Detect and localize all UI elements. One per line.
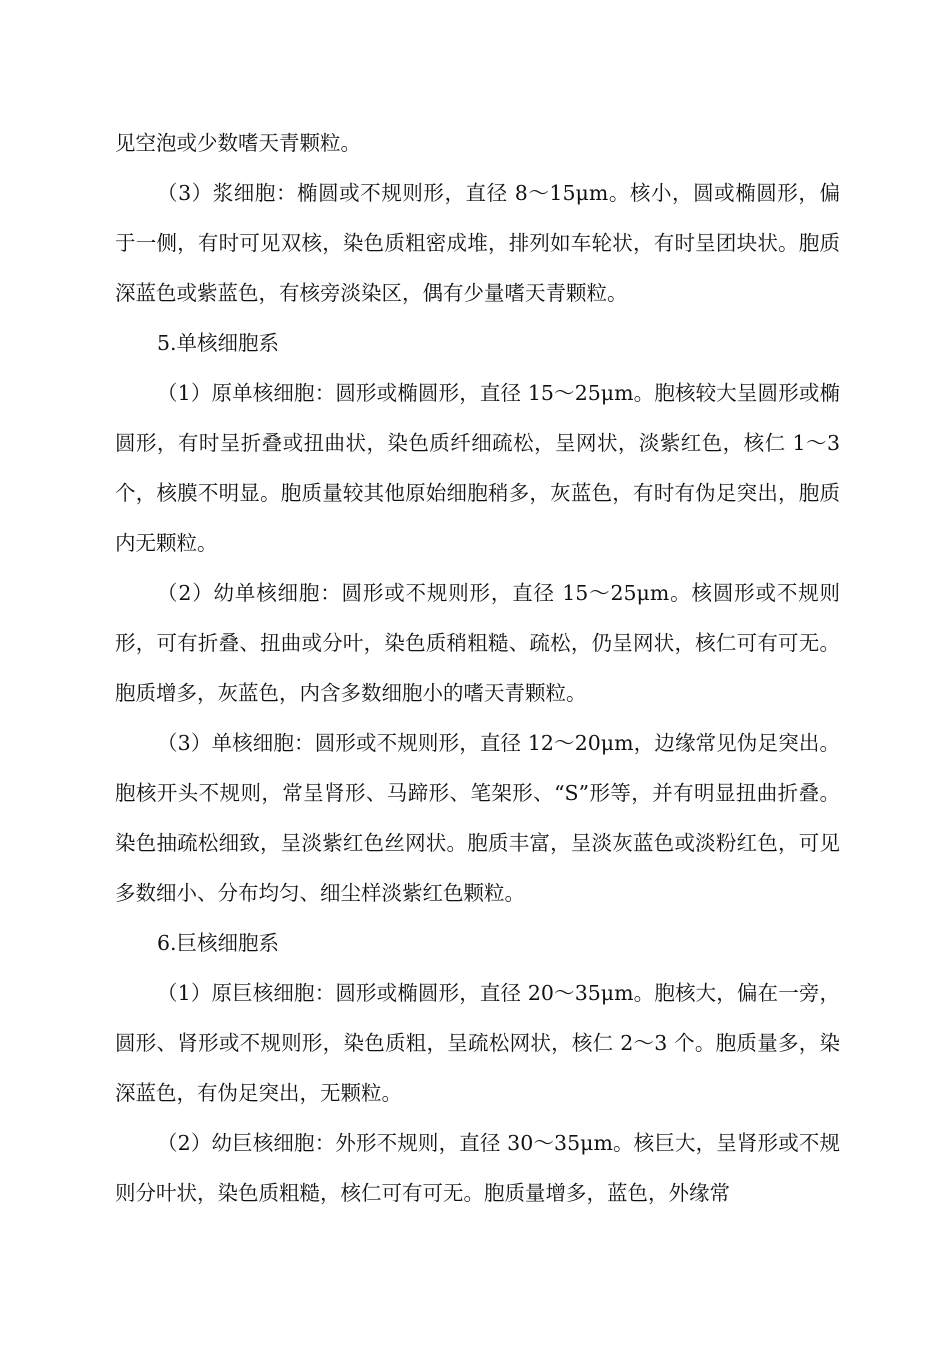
paragraph-monoblast: （1）原单核细胞：圆形或椭圆形，直径 15～25μm。胞核较大呈圆形或椭圆形，有时呈折叠或扭曲状，染色质纤细疏松，呈网状，淡紫红色，核仁 1～3 个，核膜不明显。胞质量较其他原始细胞稍多，灰蓝色，有时有伪足突出，胞质内无颗粒。	[115, 381, 840, 555]
paragraph-promonocyte: （2）幼单核细胞：圆形或不规则形，直径 15～25μm。核圆形或不规则形，可有折叠、扭曲或分叶，染色质稍粗糙、疏松，仍呈网状，核仁可有可无。胞质增多，灰蓝色，内含多数细胞小的嗜天青颗粒。	[115, 581, 840, 705]
section-heading-monocyte: 5.单核细胞系	[157, 331, 280, 355]
paragraph-monocyte: （3）单核细胞：圆形或不规则形，直径 12～20μm，边缘常见伪足突出。胞核开头不规则，常呈肾形、马蹄形、笔架形、“S”形等，并有明显扭曲折叠。染色抽疏松细致，呈淡紫红色丝网状。胞质丰富，呈淡灰蓝色或淡粉红色，可见多数细小、分布均匀、细尘样淡紫红色颗粒。	[115, 731, 840, 905]
paragraph-plasma-cell: （3）浆细胞：椭圆或不规则形，直径 8～15μm。核小，圆或椭圆形，偏于一侧，有时可见双核，染色质粗密成堆，排列如车轮状，有时呈团块状。胞质深蓝色或紫蓝色，有核旁淡染区，偶有少量嗜天青颗粒。	[115, 181, 840, 305]
paragraph-megakaryoblast: （1）原巨核细胞：圆形或椭圆形，直径 20～35μm。胞核大，偏在一旁，圆形、肾形或不规则形，染色质粗，呈疏松网状，核仁 2～3 个。胞质量多，染深蓝色，有伪足突出，无颗粒。	[115, 981, 840, 1105]
section-heading-megakaryocyte: 6.巨核细胞系	[157, 931, 280, 955]
paragraph-promegakaryocyte: （2）幼巨核细胞：外形不规则，直径 30～35μm。核巨大，呈肾形或不规则分叶状，染色质粗糙，核仁可有可无。胞质量增多，蓝色，外缘常	[115, 1131, 840, 1205]
continuation-text: 见空泡或少数嗜天青颗粒。	[115, 131, 361, 155]
document-page	[115, 118, 840, 1218]
